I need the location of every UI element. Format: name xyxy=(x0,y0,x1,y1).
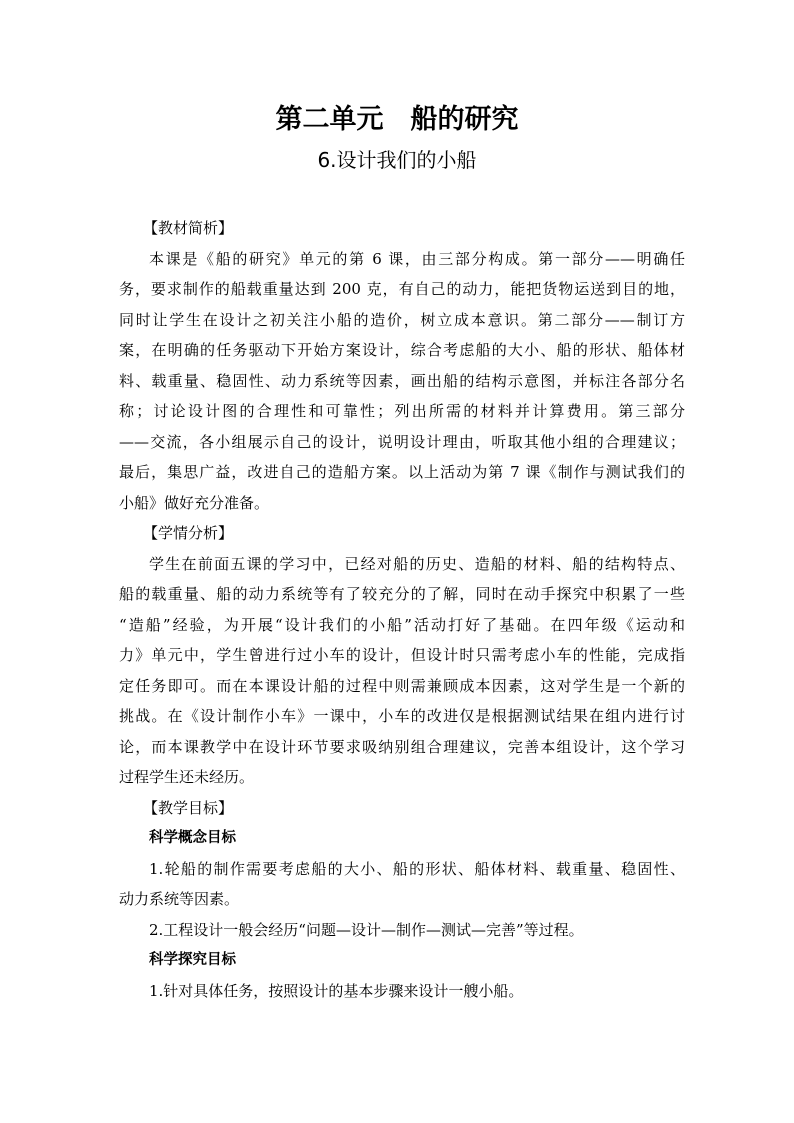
paragraph-line: 论，而本课教学中在设计环节要求吸纳别组合理建议，完善本组设计，这个学习 xyxy=(119,737,685,756)
paragraph-line: 最后，集思广益，改进自己的造船方案。以上活动为第 7 课《制作与测试我们的 xyxy=(119,463,685,481)
paragraph-line: 小船》做好充分准备。 xyxy=(119,493,270,512)
paragraph-line: 挑战。在《设计制作小车》一课中，小车的改进仅是根据测试结果在组内进行讨 xyxy=(119,707,685,725)
paragraph-line: 称；讨论设计图的合理性和可靠性；列出所需的材料并计算费用。第三部分 xyxy=(119,402,685,420)
paragraph-line: 学生在前面五课的学习中，已经对船的历史、造船的材料、船的结构特点、 xyxy=(149,554,685,573)
goal-item-line: 1.轮船的制作需要考虑船的大小、船的形状、船体材料、载重量、稳固性、 xyxy=(149,859,685,878)
paragraph-line: 务，要求制作的船载重量达到 200 克，有自己的动力，能把货物运送到目的地， xyxy=(119,280,685,298)
lesson-subtitle: 6.设计我们的小船 xyxy=(317,148,477,172)
subheading-science-inquiry: 科学探究目标 xyxy=(149,952,236,968)
page-title: 第二单元 船的研究 xyxy=(275,104,519,135)
paragraph-line: “造船”经验，为开展“设计我们的小船”活动打好了基础。在四年级《运动和 xyxy=(119,615,685,634)
paragraph-line: ——交流，各小组展示自己的设计，说明设计理由，听取其他小组的合理建议； xyxy=(119,432,685,451)
paragraph-line: 过程学生还未经历。 xyxy=(119,768,255,786)
paragraph-line: 料、载重量、稳固性、动力系统等因素，画出船的结构示意图，并标注各部分名 xyxy=(119,371,685,390)
paragraph-line: 本课是《船的研究》单元的第 6 课，由三部分构成。第一部分——明确任 xyxy=(149,249,685,268)
paragraph-line: 力》单元中，学生曾进行过小车的设计，但设计时只需考虑小车的性能，完成指 xyxy=(119,646,685,664)
section-heading-teaching-goals: 【教学目标】 xyxy=(143,798,234,817)
paragraph-line: 案，在明确的任务驱动下开始方案设计，综合考虑船的大小、船的形状、船体材 xyxy=(119,341,685,359)
goal-item-line: 动力系统等因素。 xyxy=(119,890,240,908)
goal-item: 1.针对具体任务，按照设计的基本步骤来设计一艘小船。 xyxy=(149,981,524,1000)
subheading-science-concept: 科学概念目标 xyxy=(149,830,236,846)
section-heading-student-analysis: 【学情分析】 xyxy=(143,524,234,542)
goal-item: 2.工程设计一般会经历“问题—设计—制作—测试—完善”等过程。 xyxy=(149,920,584,939)
textbook-analysis-section xyxy=(119,213,685,1006)
section-heading-textbook-analysis: 【教材简析】 xyxy=(143,219,234,237)
paragraph-line: 同时让学生在设计之初关注小船的造价，树立成本意识。第二部分——制订方 xyxy=(119,310,685,329)
paragraph-line: 船的载重量、船的动力系统等有了较充分的了解，同时在动手探究中积累了一些 xyxy=(119,585,685,603)
paragraph-line: 定任务即可。而在本课设计船的过程中则需兼顾成本因素，这对学生是一个新的 xyxy=(119,676,685,695)
